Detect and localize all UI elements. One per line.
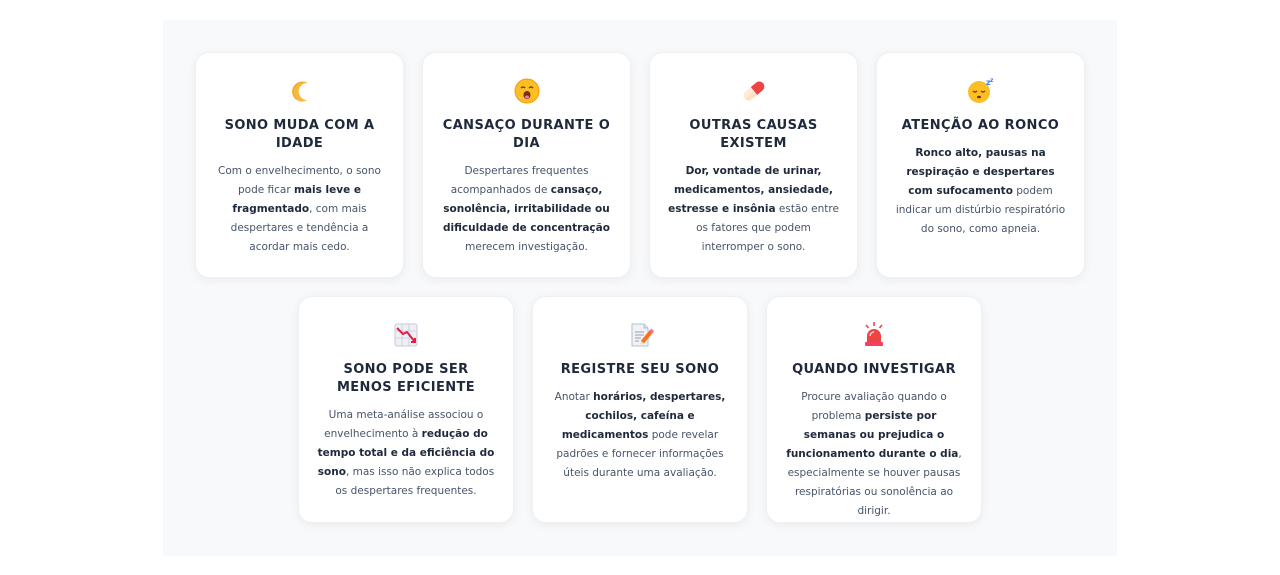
emphasis-text: Ronco alto, pausas na respiração e despertares com sufocamento bbox=[906, 147, 1055, 197]
emphasis-text: persiste por semanas ou prejudica o funcionamento durante o dia bbox=[786, 410, 959, 460]
card-title: REGISTRE SEU SONO bbox=[560, 362, 720, 377]
card-title: QUANDO INVESTIGAR bbox=[792, 362, 956, 377]
crescent-moon-icon bbox=[214, 75, 385, 107]
sleeping-face-icon bbox=[895, 75, 1066, 107]
svg-text:z: z bbox=[989, 77, 993, 84]
chart-decreasing-icon bbox=[317, 319, 495, 351]
card-description: Despertares frequentes acompanhados de cansaço, sonolência, irritabilidade ou dificuldade de concentração merecem investigação. bbox=[443, 165, 610, 253]
svg-text:z: z bbox=[985, 78, 991, 87]
card-description: Procure avaliação quando o problema persiste por semanas ou prejudica o funcionamento durante o dia, especialmente se houver pausas respiratórias ou sonolência ao dirigir. bbox=[786, 391, 962, 517]
emphasis-text: redução do tempo total e da eficiência do sono bbox=[317, 428, 495, 478]
card-title: ATENÇÃO AO RONCO bbox=[901, 118, 1060, 133]
card-description: Anotar horários, despertares, cochilos, cafeína e medicamentos pode revelar padrões e fornecer informações úteis durante uma avaliação. bbox=[554, 391, 726, 479]
card-registre-sono bbox=[532, 296, 748, 523]
emphasis-text: Dor, vontade de urinar, medicamentos, ansiedade, estresse e insônia bbox=[668, 165, 833, 215]
card-sono-muda-idade bbox=[195, 52, 404, 278]
card-description: Com o envelhecimento, o sono pode ficar mais leve e fragmentado, com mais despertares e tendência a acordar mais cedo. bbox=[218, 165, 381, 253]
card-atencao-ronco bbox=[876, 52, 1085, 278]
yawning-face-icon bbox=[441, 75, 612, 107]
card-description: Ronco alto, pausas na respiração e despertares com sufocamento podem indicar um distúrbio respiratório do sono, como apneia. bbox=[895, 147, 1066, 235]
card-quando-investigar bbox=[766, 296, 982, 523]
card-title: SONO MUDA COM A IDADE bbox=[224, 118, 375, 151]
card-sono-menos-eficiente bbox=[298, 296, 514, 523]
card-title: SONO PODE SER MENOS EFICIENTE bbox=[336, 362, 476, 395]
card-outras-causas bbox=[649, 52, 858, 278]
pill-icon bbox=[668, 75, 839, 107]
card-title: CANSAÇO DURANTE O DIA bbox=[442, 118, 611, 151]
card-description: Dor, vontade de urinar, medicamentos, ansiedade, estresse e insônia estão entre os fatores que podem interromper o sono. bbox=[668, 165, 839, 253]
emphasis-text: cansaço, sonolência, irritabilidade ou dificuldade de concentração bbox=[443, 184, 610, 234]
card-description: Uma meta-análise associou o envelhecimento à redução do tempo total e da eficiência do sono, mas isso não explica todos os despertares frequentes. bbox=[317, 409, 495, 497]
emphasis-text: mais leve e fragmentado bbox=[232, 184, 362, 215]
card-cansaco-dia bbox=[422, 52, 631, 278]
rotating-light-icon bbox=[785, 319, 963, 351]
card-title: OUTRAS CAUSAS EXISTEM bbox=[689, 118, 818, 151]
memo-icon bbox=[551, 319, 729, 351]
emphasis-text: horários, despertares, cochilos, cafeína e medicamentos bbox=[561, 391, 726, 441]
